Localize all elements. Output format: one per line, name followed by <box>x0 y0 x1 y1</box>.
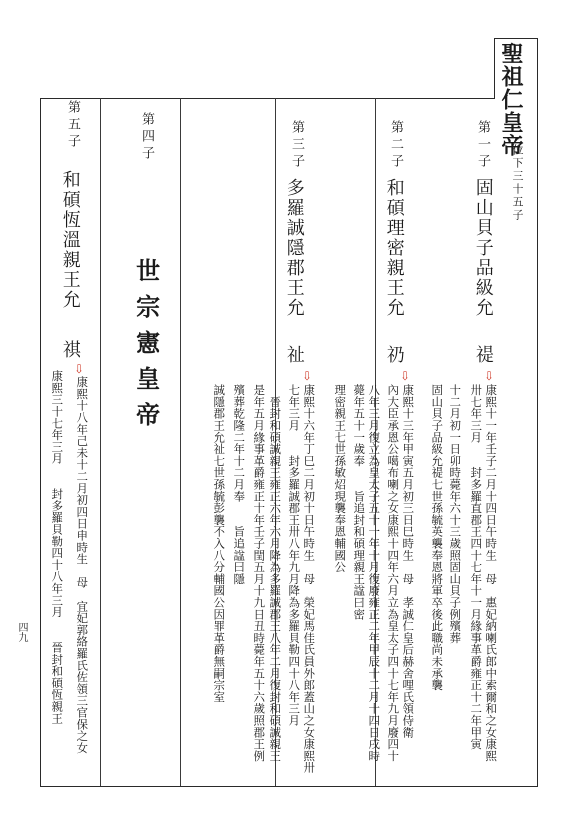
entry-body-line: 理密親王七世孫敏炤現襲奉恩輔國公 <box>333 384 348 573</box>
entry-body-line: 十二月初一日卯時薨年六十三歲照固山貝子例殯葬 <box>448 384 463 644</box>
emperor-name: 世宗憲皇帝 <box>131 258 161 438</box>
entry-body-line: 康熙十六年丁巳二月初十日午時生 母 榮妃馬佳氏員外郎蓋山之女康熙卅 <box>302 384 317 774</box>
entry-name-char: 祉 <box>283 345 305 363</box>
entry-label: 第 一 子 <box>474 120 490 168</box>
entry-name: 和碩理密親王允 <box>383 178 405 318</box>
entry-name: 多羅誠隱郡王允 <box>283 178 305 318</box>
entry-label: 第 五 子 <box>64 100 80 148</box>
entry-body-line: 是年五月緣事革爵雍正十年壬子閏五月十九日丑時薨年五十六歲照郡王例 <box>252 384 267 762</box>
column-separator <box>180 98 181 786</box>
entry-label: 第 四 子 <box>138 112 154 160</box>
entry-body-line: 七年三月 封多羅誠郡王卅八年九月降為多羅貝勒四十八年三月 <box>287 384 302 727</box>
entry-body-line: 康熙十一年壬子二月十四日午時生 母 惠妃納喇氏郎中索爾和之女康熙 <box>484 384 499 762</box>
page-subtitle: 位下三十五子 <box>511 144 524 222</box>
page-number: 四九 <box>16 622 27 642</box>
marker-arrow-icon: ⇩ <box>74 362 85 376</box>
marker-arrow-icon: ⇩ <box>400 369 411 383</box>
page-title: 聖祖仁皇帝 <box>498 42 524 157</box>
marker-arrow-icon: ⇩ <box>302 369 313 383</box>
entry-body-line: 晉封和碩誠親王雍正六年六月降為多羅誠郡王八年二月復封和碩誠親王 <box>268 384 283 762</box>
column-separator <box>100 98 101 786</box>
entry-body-line: 薨年五十一歲奉 旨追封和碩理親王諡曰密 <box>352 384 367 620</box>
entry-label: 第 二 子 <box>387 120 403 168</box>
entry-name: 固山貝子品級允 <box>472 178 494 318</box>
entry-body-line: 誠隱郡王允祉七世孫毓彭襲不入八分輔國公因罪革爵無嗣宗室 <box>212 384 227 703</box>
entry-body-line: 八年三月復立為皇太子五十一年十月復廢雍正二年甲辰十二月十四日戌時 <box>367 384 382 762</box>
entry-body-line: 康熙十三年甲寅五月初三日巳時生 母 孝誠仁皇后赫舍哩氏領侍衛 <box>401 384 416 738</box>
entry-body-line: 固山貝子品級允禔七世孫毓英襲奉恩將軍卒後此職尚未承襲 <box>430 384 445 691</box>
entry-name-char: 礽 <box>383 345 405 363</box>
entry-name-char: 禔 <box>472 345 494 363</box>
entry-name-char: 祺 <box>59 340 81 358</box>
entry-body-line: 內大臣承恩公噶布喇之女康熙十四年六月立為皇太子四十七年九月廢四十 <box>386 384 401 762</box>
entry-body-line: 卅七年三月 封多羅直郡王四十七年十一月緣事革爵雍正十二年甲寅 <box>469 384 484 750</box>
entry-body-line: 康熙十八年己未十二月初四日申時生 母 宜妃郭絡羅氏佐領三官保之女 <box>75 376 90 754</box>
marker-arrow-icon: ⇩ <box>484 369 495 383</box>
entry-label: 第 三 子 <box>288 120 304 168</box>
entry-name: 和碩恆溫親王允 <box>59 170 81 310</box>
entry-body-line: 康熙三十七年三月 封多羅貝勒四十八年三月 晉封和碩恆親王 <box>50 370 65 724</box>
entry-body-line: 殯葬乾隆二年十二月奉 旨追諡曰隱 <box>232 384 247 585</box>
